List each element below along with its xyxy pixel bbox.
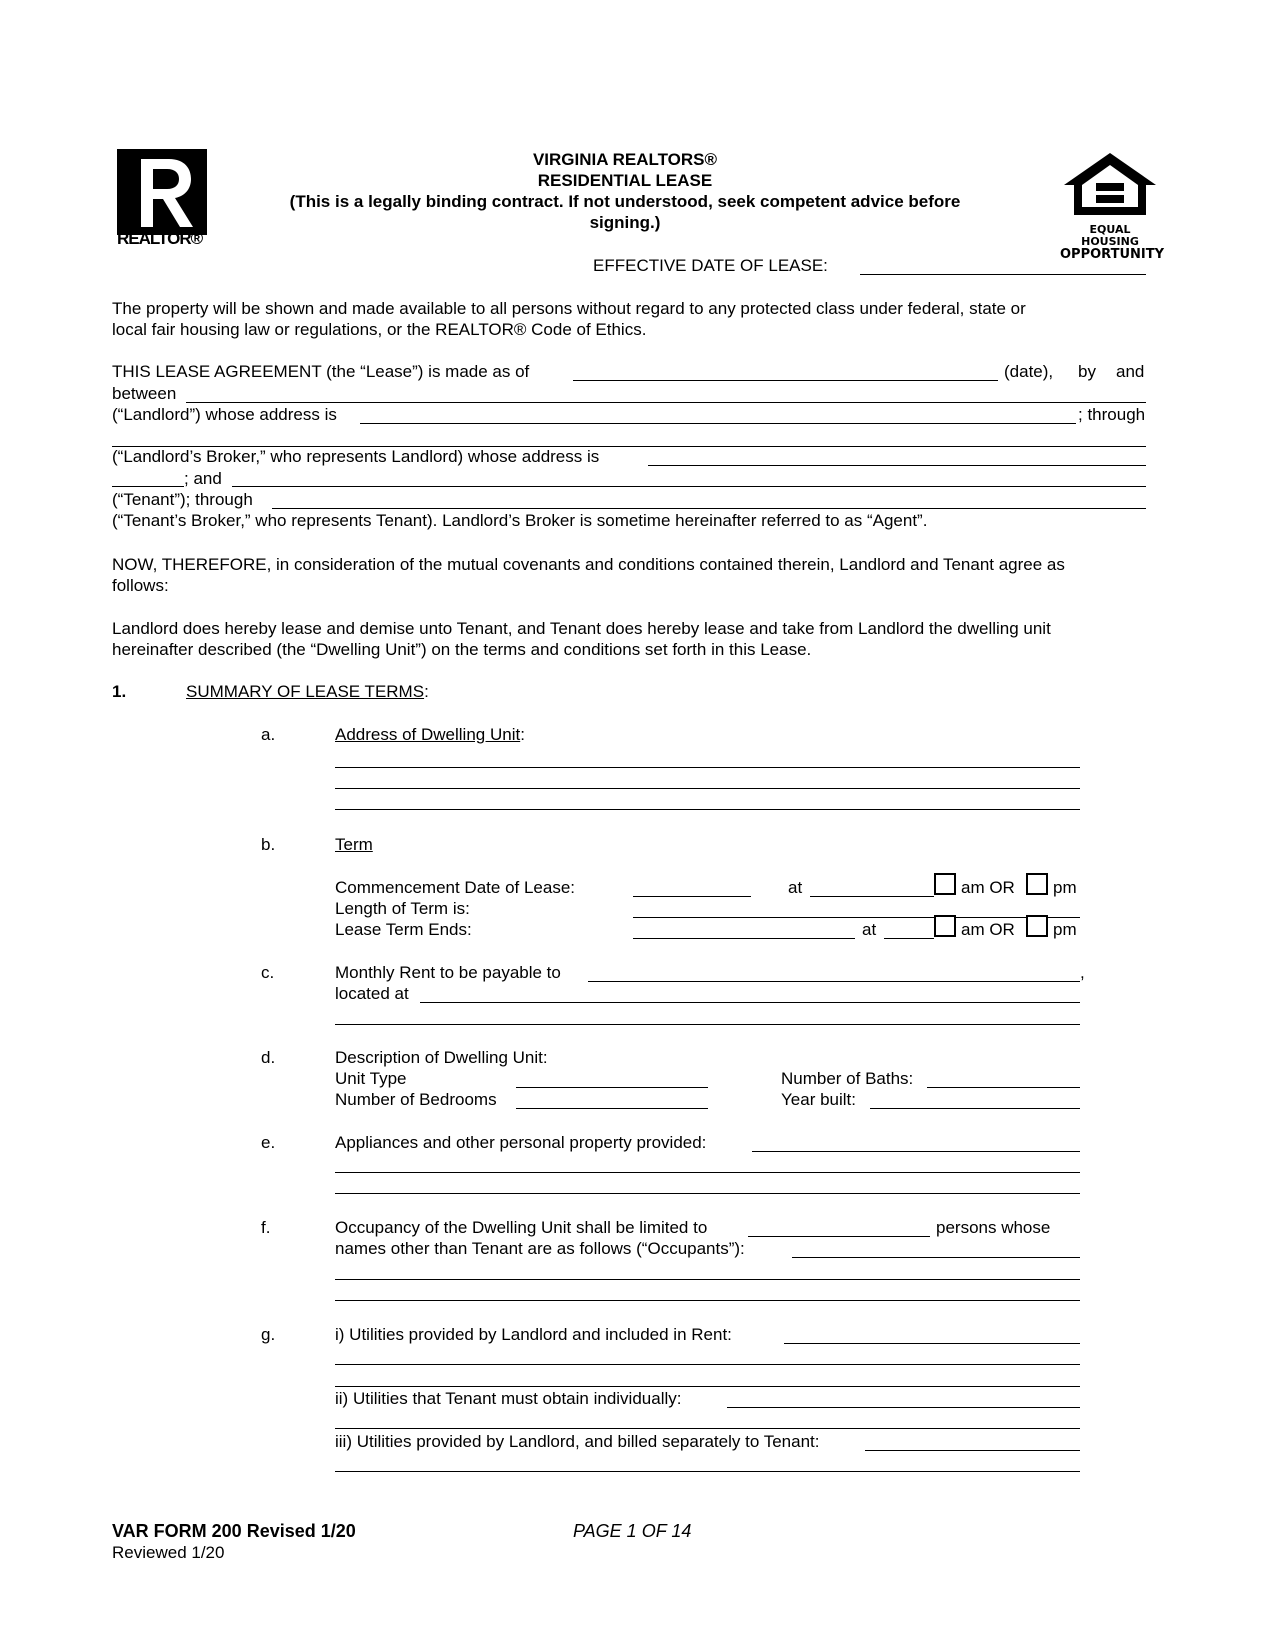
item-a-colon: : (520, 725, 525, 744)
lease-end-date-field[interactable] (633, 938, 855, 939)
ends-am-checkbox[interactable] (934, 915, 956, 937)
item-f-letter: f. (261, 1218, 271, 1237)
rent-location-field-2[interactable] (335, 1024, 1080, 1025)
by-label: by (1078, 362, 1096, 381)
form-title: RESIDENTIAL LEASE (537, 171, 713, 190)
dwelling-address-field-1[interactable] (335, 767, 1080, 768)
legal-notice-line2: signing.) (589, 213, 661, 232)
legal-notice-line1: (This is a legally binding contract. If not understood, seek competent advice before (289, 192, 961, 211)
lease-end-time-field[interactable] (884, 938, 934, 939)
effective-date-field[interactable] (860, 274, 1146, 275)
persons-whose-label: persons whose (936, 1218, 1051, 1237)
commencement-pm-label: pm (1053, 878, 1077, 897)
eho-line2: OPPORTUNITY (1060, 247, 1165, 262)
unit-type-field[interactable] (516, 1087, 708, 1088)
now-therefore-line2: follows: (112, 576, 169, 595)
landlord-name-field[interactable] (186, 402, 1146, 403)
eho-line1: EQUAL HOUSING (1081, 223, 1139, 248)
utilities-tenant-label: ii) Utilities that Tenant must obtain individually: (335, 1389, 682, 1408)
date-label: (date), (1004, 362, 1054, 381)
equal-housing-logo (1060, 149, 1165, 262)
utilities-landlord-field-2[interactable] (335, 1364, 1080, 1365)
fair-housing-line2: local fair housing law or regulations, or the REALTOR® Code of Ethics. (112, 320, 647, 339)
lease-made-as-of-label: THIS LEASE AGREEMENT (the “Lease”) is made as of (112, 362, 530, 381)
occupants-field-1[interactable] (792, 1257, 1080, 1258)
occupancy-label: Occupancy of the Dwelling Unit shall be limited to (335, 1218, 708, 1237)
demise-line1: Landlord does hereby lease and demise unto Tenant, and Tenant does hereby lease and take from Landlord the dwelling unit (112, 619, 1051, 638)
item-a-letter: a. (261, 725, 276, 744)
effective-date-label: EFFECTIVE DATE OF LEASE: (593, 256, 828, 275)
lease-date-field[interactable] (573, 380, 998, 381)
between-label: between (112, 384, 177, 403)
item-a-label (335, 725, 525, 745)
landlord-broker-address-cont-field[interactable] (112, 486, 184, 487)
commencement-time-field[interactable] (810, 896, 934, 897)
length-of-term-field[interactable] (633, 917, 1080, 918)
unit-type-label: Unit Type (335, 1069, 407, 1088)
commencement-date-field[interactable] (633, 896, 751, 897)
appliances-field-3[interactable] (335, 1193, 1080, 1194)
item-c-letter: c. (261, 963, 275, 982)
section-title-colon: : (424, 682, 429, 701)
item-b-letter: b. (261, 835, 276, 854)
and-tenant-label: ; and (184, 469, 222, 488)
equal-housing-icon (1060, 149, 1160, 219)
dwelling-address-field-2[interactable] (335, 788, 1080, 789)
landlord-address-field[interactable] (360, 423, 1076, 424)
utilities-billed-label: iii) Utilities provided by Landlord, and billed separately to Tenant: (335, 1432, 820, 1451)
utilities-landlord-field-1[interactable] (784, 1343, 1080, 1344)
commencement-label: Commencement Date of Lease: (335, 878, 576, 897)
appliances-field-2[interactable] (335, 1172, 1080, 1173)
org-name: VIRGINIA REALTORS® (532, 150, 718, 169)
appliances-label: Appliances and other personal property provided: (335, 1133, 707, 1152)
commencement-am-or-label: am OR (961, 878, 1015, 897)
tenant-through-label: (“Tenant”); through (112, 490, 253, 509)
year-built-field[interactable] (870, 1108, 1080, 1109)
term-label: Term (335, 835, 373, 854)
utilities-billed-field-1[interactable] (865, 1450, 1080, 1451)
tenant-broker-field[interactable] (272, 508, 1146, 509)
utilities-tenant-field-1[interactable] (727, 1407, 1080, 1408)
occupants-field-3[interactable] (335, 1300, 1080, 1301)
address-of-dwelling-unit-label: Address of Dwelling Unit (335, 725, 521, 744)
through-label: ; through (1078, 405, 1146, 424)
realtor-logo (117, 149, 207, 235)
occupancy-limit-field[interactable] (748, 1236, 930, 1237)
commencement-at-label: at (788, 878, 803, 897)
item-e-letter: e. (261, 1133, 276, 1152)
rent-payee-field[interactable] (588, 981, 1080, 982)
landlord-address-label: (“Landlord”) whose address is (112, 405, 337, 424)
located-at-label: located at (335, 984, 409, 1003)
demise-line2: hereinafter described (the “Dwelling Unit”) on the terms and conditions set forth in this Lease. (112, 640, 812, 659)
rent-comma: , (1080, 963, 1085, 982)
occupants-field-2[interactable] (335, 1279, 1080, 1280)
bedrooms-label: Number of Bedrooms (335, 1090, 497, 1109)
landlord-broker-address-label: (“Landlord’s Broker,” who represents Landlord) whose address is (112, 447, 600, 466)
footer-reviewed: Reviewed 1/20 (112, 1543, 225, 1562)
footer-form-id: VAR FORM 200 Revised 1/20 (112, 1521, 356, 1541)
ends-at-label: at (862, 920, 877, 939)
landlord-broker-address-field[interactable] (648, 465, 1146, 466)
utilities-billed-field-2[interactable] (335, 1471, 1080, 1472)
dwelling-address-field-3[interactable] (335, 809, 1080, 810)
commencement-am-checkbox[interactable] (934, 873, 956, 895)
utilities-landlord-label: i) Utilities provided by Landlord and included in Rent: (335, 1325, 732, 1344)
commencement-pm-checkbox[interactable] (1026, 873, 1048, 895)
item-d-letter: d. (261, 1048, 276, 1067)
section-title (186, 682, 429, 702)
description-heading: Description of Dwelling Unit: (335, 1048, 548, 1067)
tenant-name-field[interactable] (232, 486, 1146, 487)
length-of-term-label: Length of Term is: (335, 899, 470, 918)
year-built-label: Year built: (781, 1090, 856, 1109)
ends-pm-checkbox[interactable] (1026, 915, 1048, 937)
utilities-tenant-field-2[interactable] (335, 1428, 1080, 1429)
appliances-field-1[interactable] (752, 1151, 1080, 1152)
realtor-logo-text: REALTOR® (117, 229, 203, 248)
tenant-broker-label: (“Tenant’s Broker,” who represents Tenant). Landlord’s Broker is sometime hereinafter referred to as “Agent”. (112, 511, 928, 530)
now-therefore-line1: NOW, THEREFORE, in consideration of the mutual covenants and conditions contained therein, Landlord and Tenant agree as (112, 555, 1065, 574)
occupants-label: names other than Tenant are as follows (“Occupants”): (335, 1239, 745, 1258)
and-label: and (1116, 362, 1145, 381)
ends-am-or-label: am OR (961, 920, 1015, 939)
item-g-letter: g. (261, 1325, 276, 1344)
section-number: 1. (112, 682, 127, 701)
monthly-rent-label: Monthly Rent to be payable to (335, 963, 561, 982)
section-title-text: SUMMARY OF LEASE TERMS (186, 682, 425, 701)
lease-term-ends-label: Lease Term Ends: (335, 920, 472, 939)
baths-label: Number of Baths: (781, 1069, 914, 1088)
baths-field[interactable] (927, 1087, 1080, 1088)
utilities-landlord-field-3[interactable] (335, 1386, 1080, 1387)
ends-pm-label: pm (1053, 920, 1077, 939)
rent-location-field-1[interactable] (420, 1002, 1080, 1003)
footer-page-number: PAGE 1 OF 14 (573, 1521, 692, 1541)
fair-housing-line1: The property will be shown and made available to all persons without regard to any protected class under federal, state or (112, 299, 1026, 318)
bedrooms-field[interactable] (516, 1108, 708, 1109)
